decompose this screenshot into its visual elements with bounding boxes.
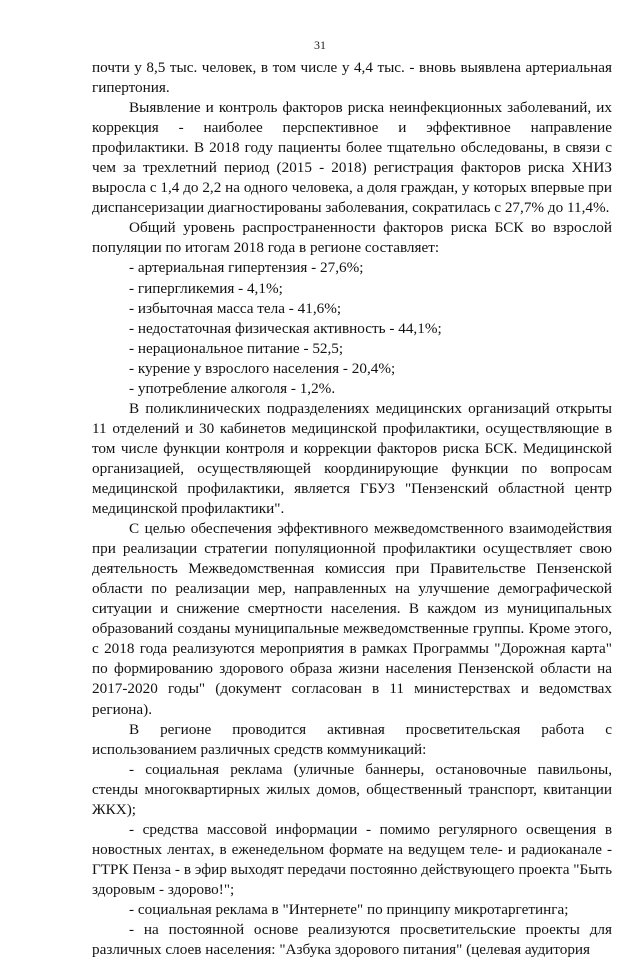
list-item: - нерациональное питание - 52,5; [129, 339, 344, 357]
communication-channels-list [92, 760, 612, 960]
list-item: - артериальная гипертензия - 27,6%; [129, 259, 364, 277]
page-body [92, 58, 612, 960]
list-item: - социальная реклама в "Интернете" по принципу микротаргетинга; [129, 900, 569, 918]
list-item: - употребление алкоголя - 1,2%. [129, 379, 336, 397]
list-item: - недостаточная физическая активность - 44,1%; [129, 319, 442, 337]
paragraph-interagency-cooperation: С целью обеспечения эффективного межведомственного взаимодействия при реализации стратегии популяционной профилактики осуществляет свою деятельность Межведомственная комиссия при Правительстве Пензенской области по реализации мер, направленных на улучшение демографической ситуации и снижение смертности населения. В каждом из муниципальных образований созданы муниципальные межведомственные группы. Кроме этого, с 2018 года реализуются мероприятия в рамках Программы "Дорожная карта" по формированию здорового образа жизни населения Пензенской области на 2017-2020 годы" (документ согласован в 11 министерствах и ведомствах региона). [92, 520, 612, 718]
list-item: - социальная реклама (уличные баннеры, остановочные павильоны, стенды многоквартирных жилых домов, общественный транспорт, квитанции ЖКХ); [92, 760, 612, 818]
list-item: - средства массовой информации - помимо регулярного освещения в новостных лентах, в еженедельном формате на ведущем теле- и радиоканале - ГТРК Пенза - в эфир выходят передачи постоянно действующего проекта "Быть здоровым - здорово!"; [92, 820, 612, 898]
paragraph-risk-factor-prevalence-intro: Общий уровень распространенности факторов риска БСК во взрослой популяции по итогам 2018 года в регионе составляет: [92, 219, 612, 257]
list-item: - гипергликемия - 4,1%; [129, 279, 283, 297]
paragraph-educational-work-intro: В регионе проводится активная просветительская работа с использованием различных средств коммуникаций: [92, 720, 612, 758]
paragraph-prevention-units: В поликлинических подразделениях медицинских организаций открыты 11 отделений и 30 кабинетов медицинской профилактики, осуществляющие в том числе функции контроля и коррекции факторов риска БСК. Медицинской организацией, осуществляющей координирующие функции по вопросам медицинской профилактики, является ГБУЗ "Пензенский областной центр медицинской профилактики". [92, 399, 612, 518]
paragraph-risk-factor-control: Выявление и контроль факторов риска неинфекционных заболеваний, их коррекция - наиболее перспективное и эффективное направление профилактики. В 2018 году пациенты более тщательно обследованы, в связи с чем за трехлетний период (2015 - 2018) регистрация факторов риска ХНИЗ выросла с 1,4 до 2,2 на одного человека, а доля граждан, у которых впервые при диспансеризации диагностированы заболевания, сократилась с 27,7% до 11,4%. [92, 99, 612, 217]
risk-factor-list [92, 258, 612, 398]
paragraph-hypertension-continuation: почти у 8,5 тыс. человек, в том числе у 4,4 тыс. - вновь выявлена артериальная гипертония. [92, 59, 612, 97]
list-item: - на постоянной основе реализуются просветительские проекты для различных слоев населения: "Азбука здорового питания" (целевая аудитория [92, 921, 612, 959]
page-number: 31 [314, 38, 326, 52]
list-item: - избыточная масса тела - 41,6%; [129, 299, 342, 317]
list-item: - курение у взрослого населения - 20,4%; [129, 359, 396, 377]
